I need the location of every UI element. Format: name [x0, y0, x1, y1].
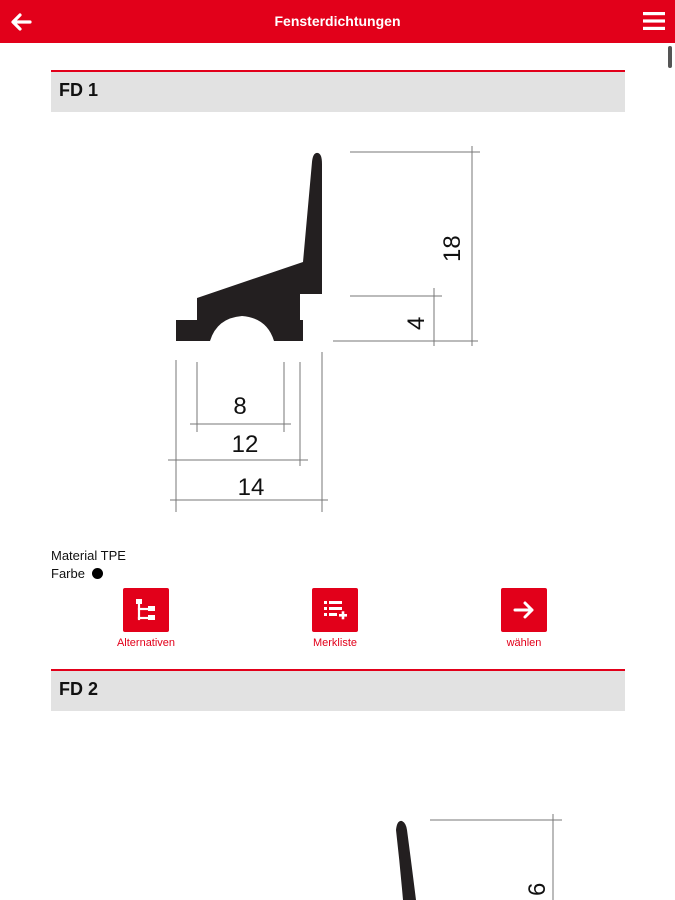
material-label: Material [51, 548, 98, 563]
watchlist-button[interactable] [290, 588, 380, 649]
select-button[interactable] [479, 588, 569, 649]
arrow-right-icon [512, 598, 536, 622]
alternatives-icon-button[interactable] [123, 588, 169, 632]
dimension-height-fd2: 6 [524, 882, 551, 896]
color-swatch [92, 568, 103, 579]
page-title: Fensterdichtungen [274, 13, 401, 29]
dimension-mid-width: 12 [231, 431, 259, 458]
tree-structure-icon [134, 598, 158, 622]
list-add-icon [323, 598, 347, 622]
section-header-fd1 [51, 70, 625, 112]
hamburger-menu-icon[interactable] [643, 10, 665, 32]
dimension-total-width: 14 [237, 474, 265, 501]
section-title: FD 1 [59, 80, 99, 100]
color-row [51, 566, 103, 581]
dimension-inner-width: 8 [233, 393, 247, 420]
app-bar [0, 0, 675, 43]
seal-profile-shape [176, 153, 322, 341]
section-header-fd2 [51, 669, 625, 711]
material-row [51, 548, 126, 563]
alternatives-button[interactable] [101, 588, 191, 649]
watchlist-label: Merkliste [312, 637, 357, 649]
dimension-base-height: 4 [403, 316, 430, 330]
alternatives-label: Alternativen [116, 637, 176, 649]
select-icon-button[interactable] [501, 588, 547, 632]
select-label: wählen [506, 637, 542, 649]
scrollbar-thumb[interactable] [668, 46, 672, 68]
dimension-height: 18 [439, 235, 466, 262]
seal-profile-shape-fd2 [396, 821, 416, 900]
watchlist-icon-button[interactable] [312, 588, 358, 632]
color-label: Farbe [51, 566, 85, 581]
material-value: TPE [100, 548, 126, 563]
section-title: FD 2 [59, 679, 99, 699]
